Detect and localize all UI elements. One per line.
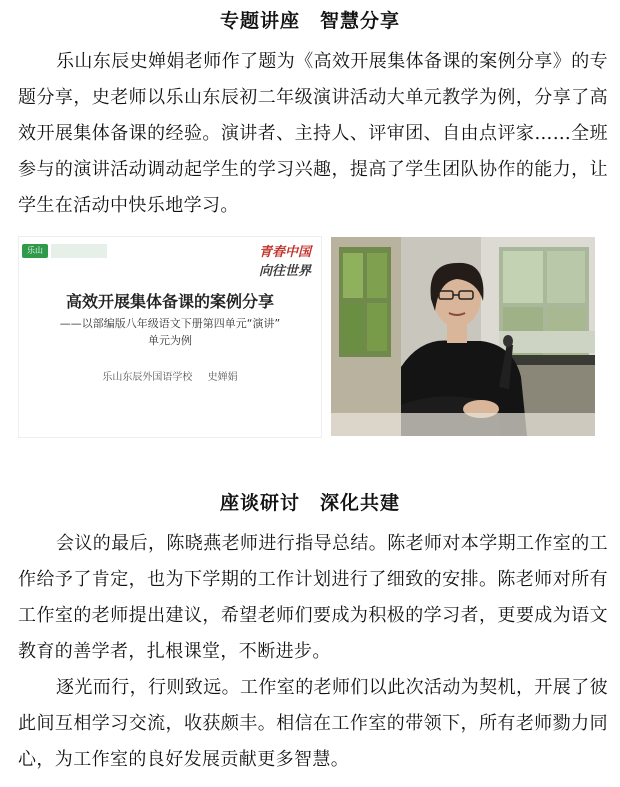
- slogan-black: 向往世界: [259, 264, 312, 279]
- section-heading-lecture: 专题讲座 智慧分享: [219, 10, 400, 32]
- speaker-photo-illustration: [331, 237, 595, 436]
- slide-school: 乐山东辰外国语学校: [102, 372, 193, 383]
- speaker-photo: [331, 237, 595, 436]
- slide-footer: [19, 368, 321, 383]
- school-logo: 乐山: [22, 244, 48, 258]
- seminar-paragraph-2: 逐光而行，行则致远。工作室的老师们以此次活动为契机，开展了彼此间互相学习交流，收获颇丰。相信在工作室的带领下，所有老师勠力同心，为工作室的良好发展贡献更多智慧。: [18, 677, 608, 770]
- slide-subtitle-line1: ——以部编版八年级语文下册第四单元“演讲”: [59, 317, 281, 330]
- seminar-paragraph-1: 会议的最后，陈晓燕老师进行指导总结。陈老师对本学期工作室的工作给予了肯定，也为下学期的工作计划进行了细致的安排。陈老师对所有工作室的老师提出建议，希望老师们要成为积极的学习者，更要成为语文教育的善学者，扎根课堂，不断进步。: [18, 533, 608, 662]
- slide-speaker: 史婵娟: [207, 372, 238, 383]
- section-heading-seminar: 座谈研讨 深化共建: [219, 492, 400, 514]
- slide-subtitle-line2: 单元为例: [148, 334, 192, 347]
- slide-image: [18, 236, 322, 438]
- slide-title: 高效开展集体备课的案例分享: [65, 292, 274, 311]
- slogan-red: 青春中国: [259, 245, 312, 260]
- lecture-paragraph: 乐山东辰史婵娟老师作了题为《高效开展集体备课的案例分享》的专题分享，史老师以乐山东辰初二年级演讲活动大单元教学为例，分享了高效开展集体备课的经验。演讲者、主持人、评审团、自由点评家……全班参与的演讲活动调动起学生的学习兴趣，提高了学生团队协作的能力，让学生在活动中快乐地学习。: [18, 51, 608, 216]
- slogan-mark: [259, 241, 321, 279]
- school-logo-banner: [51, 244, 107, 258]
